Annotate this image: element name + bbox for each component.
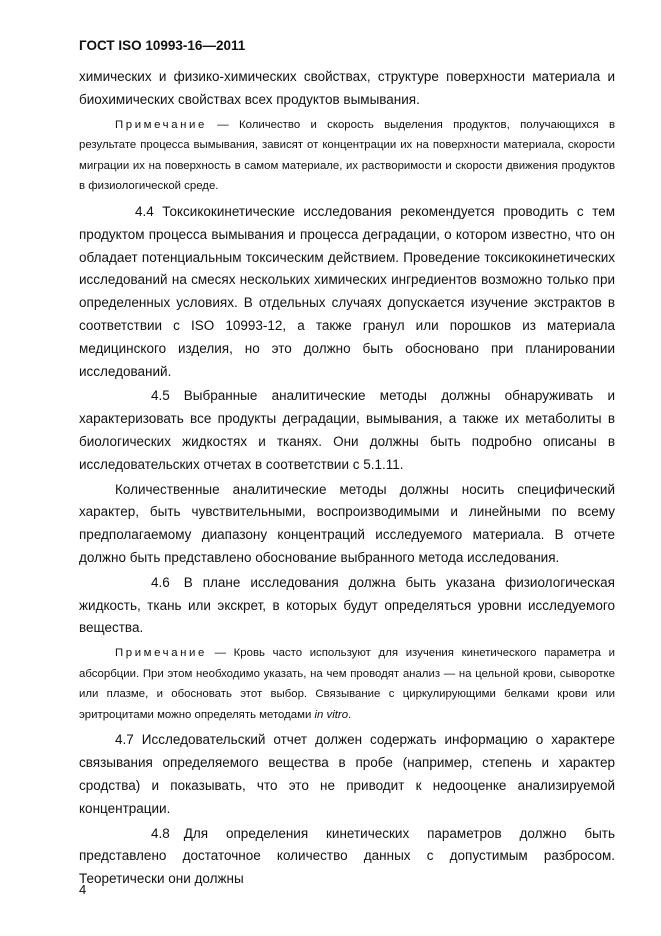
- note-label: Примечание: [115, 118, 207, 131]
- clause-4-8: [79, 823, 615, 891]
- note-paragraph: [79, 115, 615, 197]
- note-label: Примечание: [115, 647, 207, 660]
- page-number: 4: [79, 882, 87, 897]
- note-text: Кровь часто используют для изучения кинетического параметра и абсорбции. При этом необходимо указать, на чем проводят анализ — на цельной крови, сыворотке или плазме, и обосновать этот выбор. Связывание с циркулирующими белками крови или эритроцитами можно определять методами: [79, 647, 615, 721]
- note-dash: —: [217, 118, 229, 131]
- paragraph-text: химических и физико-химических свойствах, структуре поверхности материала и биохимических свойствах всех продуктов вымывания.: [79, 69, 615, 107]
- clause-number: 4.8: [151, 825, 170, 841]
- clause-text: Исследовательский отчет должен содержать информацию о характере связывания определяемого вещества в пробе (например, степень и характер сродства) и показывать, что это не приводит к недооценке анализируемой концентрации.: [79, 732, 615, 816]
- page-content: [79, 66, 615, 891]
- note-dash: —: [214, 647, 226, 660]
- note-text: Количество и скорость выделения продуктов, получающихся в результате процесса вымывания, зависят от концентрации их на поверхности материала, скорости миграции их на поверхность в самом материале, их растворимости и скорости движения продуктов в физиологической среде.: [79, 118, 616, 193]
- clause-text: Выбранные аналитические методы должны обнаруживать и характеризовать все продукты деградации, вымывания, а также их метаболиты в биологических жидкостях и тканях. Они должны быть подробно описаны в исследовательских отчетах в соответствии с 5.1.11.: [79, 388, 615, 472]
- clause-text: Для определения кинетических параметров должно быть представлено достаточное количество данных с допустимым разбросом. Теоретически они должны: [79, 825, 615, 887]
- clause-number: 4.7: [115, 732, 134, 748]
- clause-4-6: [79, 572, 615, 640]
- clause-4-5: [79, 385, 615, 476]
- clause-text: В плане исследования должна быть указана физиологическая жидкость, ткань или экскрет, в которых будут определяться уровни исследуемого вещества.: [79, 574, 615, 636]
- clause-number: 4.4: [135, 203, 154, 219]
- paragraph-text: Количественные аналитические методы должны носить специфический характер, быть чувствительными, воспроизводимыми и линейными по всему предполагаемому диапазону концентраций исследуемого материала. В отчете должно быть представлено обоснование выбранного метода исследования.: [79, 481, 615, 565]
- clause-text: Токсикокинетические исследования рекомендуется проводить с тем продуктом процесса вымывания и процесса деградации, о котором известно, что он обладает потенциальным токсическим действием. Проведение токсикокинетических исследований на смесях нескольких химических ингредиентов возможно только при определенных условиях. В отдельных случаях допускается изучение экстрактов в соответствии с ISO 10993-12, а также гранул или порошков из материала медицинского изделия, но это должно быть обосновано при планировании исследований.: [79, 203, 615, 379]
- clause-number: 4.6: [151, 574, 170, 590]
- clause-4-4: [79, 201, 615, 383]
- document-header: ГОСТ ISO 10993-16—2011: [79, 38, 246, 53]
- note-text-italic: in vitro: [314, 708, 349, 721]
- note-paragraph: [79, 643, 615, 725]
- paragraph-continuation: [79, 66, 615, 112]
- note-text-end: .: [348, 708, 352, 721]
- paragraph-quantitative-methods: [79, 479, 615, 570]
- clause-4-7: [79, 729, 615, 820]
- clause-number: 4.5: [151, 388, 170, 404]
